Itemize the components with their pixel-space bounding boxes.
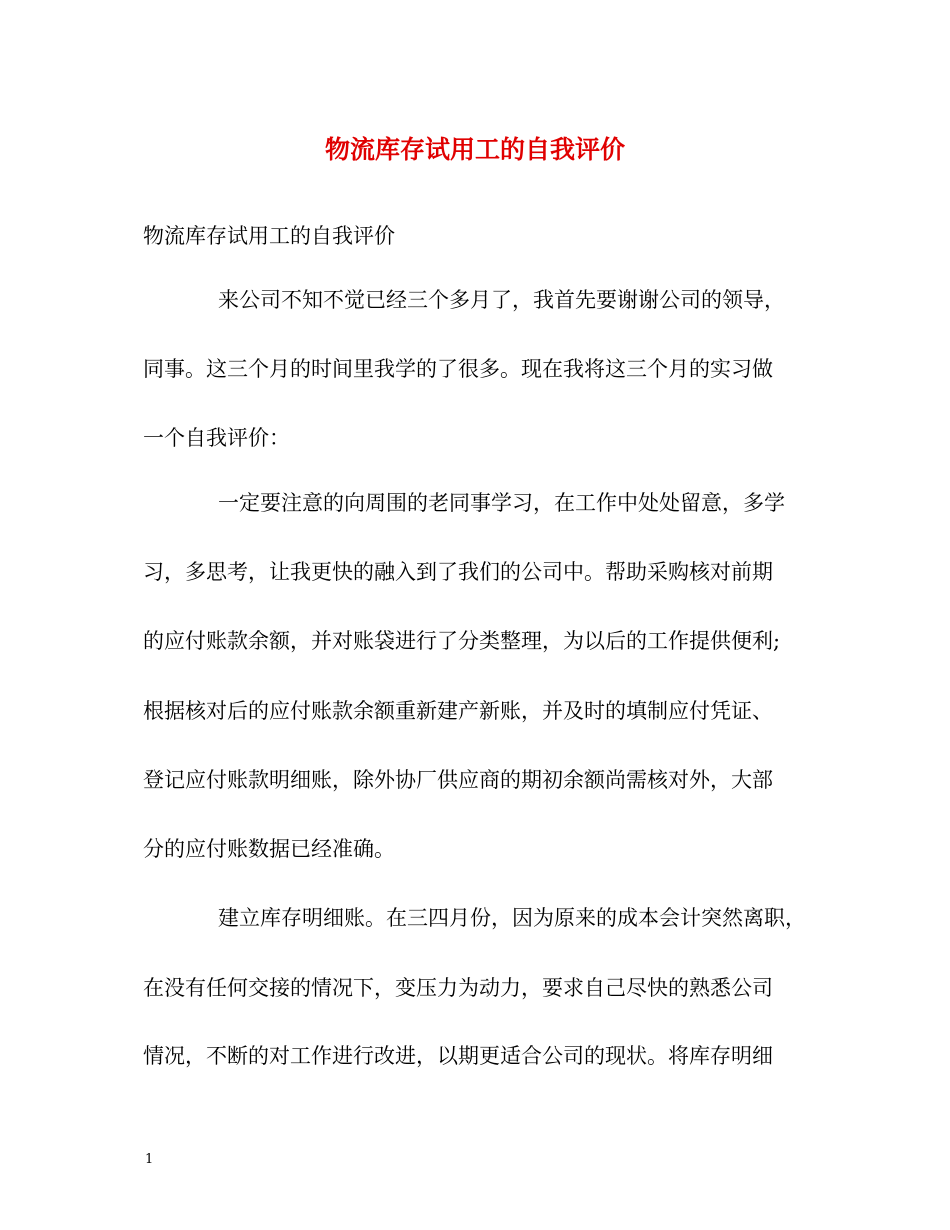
paragraph-line: 分的应付账数据已经准确。 [143,837,395,861]
paragraph-line: 建立库存明细账。在三四月份，因为原来的成本会计突然离职， [218,906,806,930]
paragraph-line: 一个自我评价： [143,426,290,450]
document-subtitle: 物流库存试用工的自我评价 [143,224,395,248]
paragraph-line: 在没有任何交接的情况下，变压力为动力，要求自己尽快的熟悉公司 [143,976,773,1000]
paragraph-line: 登记应付账款明细账，除外协厂供应商的期初余额尚需核对外，大部 [143,768,773,792]
document-title: 物流库存试用工的自我评价 [324,135,625,164]
paragraph-line: 来公司不知不觉已经三个多月了，我首先要谢谢公司的领导， [218,288,785,312]
paragraph-line: 一定要注意的向周围的老同事学习，在工作中处处留意，多学 [218,491,785,515]
paragraph-line: 情况，不断的对工作进行改进，以期更适合公司的现状。将库存明细 [143,1044,773,1068]
paragraph-line: 同事。这三个月的时间里我学的了很多。现在我将这三个月的实习做 [143,357,773,381]
page-number: 1 [145,1152,154,1167]
paragraph-line: 的应付账款余额，并对账袋进行了分类整理，为以后的工作提供便利; [143,629,781,653]
paragraph-line: 习，多思考，让我更快的融入到了我们的公司中。帮助采购核对前期 [143,560,773,584]
paragraph-line: 根据核对后的应付账款余额重新建产新账，并及时的填制应付凭证、 [143,699,773,723]
